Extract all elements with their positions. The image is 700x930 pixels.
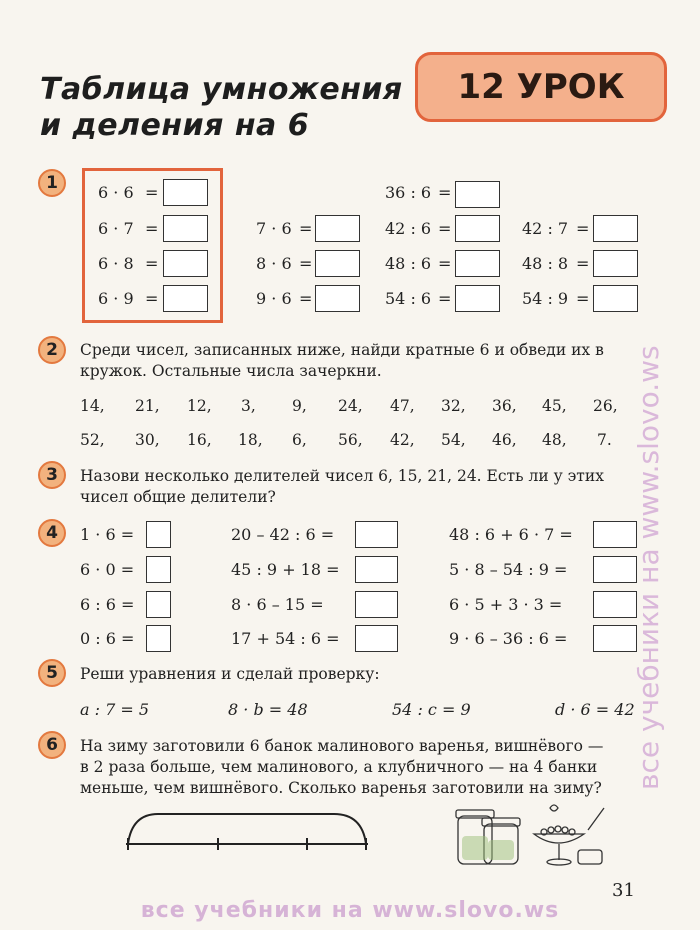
answer-box[interactable] xyxy=(315,285,360,312)
exercise-3-number: 3 xyxy=(38,461,66,489)
ex2-text-line-1: Среди чисел, записанных ниже, найди кратные 6 и обведи их в xyxy=(80,341,604,359)
ex1-expr: 9 · 6 xyxy=(256,289,292,308)
equals-sign: = xyxy=(576,254,590,273)
ex4-expr: 48 : 6 + 6 · 7 = xyxy=(449,525,573,544)
number-item[interactable]: 47, xyxy=(390,397,415,415)
number-item[interactable]: 7. xyxy=(597,431,612,449)
ex4-expr: 6 · 5 + 3 · 3 = xyxy=(449,595,563,614)
cup-icon xyxy=(578,850,602,864)
number-item[interactable]: 26, xyxy=(593,397,618,415)
answer-box[interactable] xyxy=(146,556,171,583)
number-item[interactable]: 24, xyxy=(338,397,363,415)
number-item[interactable]: 12, xyxy=(187,397,212,415)
ex4-expr: 6 : 6 = xyxy=(80,595,135,614)
ex3-text-line-1: Назови несколько делителей чисел 6, 15, 21, 24. Есть ли у этих xyxy=(80,467,604,485)
ex4-expr: 5 · 8 – 54 : 9 = xyxy=(449,560,568,579)
brace-arc xyxy=(128,814,366,844)
ex4-expr: 45 : 9 + 18 = xyxy=(231,560,340,579)
ex4-expr: 8 · 6 – 15 = xyxy=(231,595,324,614)
ex1-expr: 7 · 6 xyxy=(256,219,292,238)
ex4-expr: 0 : 6 = xyxy=(80,629,135,648)
answer-box[interactable] xyxy=(455,285,500,312)
ex1-expr: 6 · 6 xyxy=(98,183,134,202)
answer-box[interactable] xyxy=(593,625,637,652)
equals-sign: = xyxy=(438,183,452,202)
ex1-expr: 48 : 6 xyxy=(385,254,432,273)
equals-sign: = xyxy=(145,289,159,308)
exercise-4-number: 4 xyxy=(38,519,66,547)
equals-sign: = xyxy=(438,254,452,273)
ex1-expr: 36 : 6 xyxy=(385,183,432,202)
number-item[interactable]: 42, xyxy=(390,431,415,449)
bee-icon xyxy=(550,805,558,811)
exercise-2-number: 2 xyxy=(38,336,66,364)
lesson-badge: 12 УРОК xyxy=(415,52,667,122)
equals-sign: = xyxy=(438,289,452,308)
equals-sign: = xyxy=(576,289,590,308)
answer-box[interactable] xyxy=(163,215,208,242)
number-item[interactable]: 56, xyxy=(338,431,363,449)
ex3-text-line-2: чисел общие делители? xyxy=(80,488,276,506)
bowl-icon xyxy=(534,834,584,843)
number-item[interactable]: 30, xyxy=(135,431,160,449)
answer-box[interactable] xyxy=(355,521,398,548)
answer-box[interactable] xyxy=(355,591,398,618)
equation: 8 · b = 48 xyxy=(228,700,308,719)
ex1-expr: 8 · 6 xyxy=(256,254,292,273)
equals-sign: = xyxy=(145,219,159,238)
answer-box[interactable] xyxy=(593,521,637,548)
answer-box[interactable] xyxy=(163,250,208,277)
number-item[interactable]: 14, xyxy=(80,397,105,415)
answer-box[interactable] xyxy=(593,591,637,618)
ex1-expr: 6 · 7 xyxy=(98,219,134,238)
ex1-expr: 6 · 8 xyxy=(98,254,134,273)
number-item[interactable]: 36, xyxy=(492,397,517,415)
ex4-expr: 9 · 6 – 36 : 6 = xyxy=(449,629,568,648)
ex4-expr: 20 – 42 : 6 = xyxy=(231,525,335,544)
ex1-expr: 54 : 9 xyxy=(522,289,569,308)
ex4-expr: 1 · 6 = xyxy=(80,525,135,544)
answer-box[interactable] xyxy=(455,215,500,242)
answer-box[interactable] xyxy=(315,215,360,242)
title-line-1: Таблица умножения xyxy=(40,72,403,107)
number-item[interactable]: 48, xyxy=(542,431,567,449)
exercise-6-number: 6 xyxy=(38,731,66,759)
ex2-text-line-2: кружок. Остальные числа зачеркни. xyxy=(80,362,382,380)
ex6-text-line-1: На зиму заготовили 6 банок малинового варенья, вишнёвого — xyxy=(80,737,604,755)
number-item[interactable]: 45, xyxy=(542,397,567,415)
ex1-expr: 48 : 8 xyxy=(522,254,569,273)
equation: a : 7 = 5 xyxy=(80,700,150,719)
answer-box[interactable] xyxy=(455,181,500,208)
watermark-bottom: все учебники на www.slovo.ws xyxy=(140,898,560,923)
ex1-expr: 54 : 6 xyxy=(385,289,432,308)
exercise-5-number: 5 xyxy=(38,659,66,687)
equals-sign: = xyxy=(576,219,590,238)
answer-box[interactable] xyxy=(163,285,208,312)
answer-box[interactable] xyxy=(146,591,171,618)
equals-sign: = xyxy=(438,219,452,238)
ex4-expr: 6 · 0 = xyxy=(80,560,135,579)
lesson-title xyxy=(40,72,403,144)
ex5-text: Реши уравнения и сделай проверку: xyxy=(80,665,380,683)
equals-sign: = xyxy=(299,289,313,308)
equation: d · 6 = 42 xyxy=(555,700,635,719)
number-item[interactable]: 16, xyxy=(187,431,212,449)
answer-box[interactable] xyxy=(455,250,500,277)
exercise-1-number: 1 xyxy=(38,169,66,197)
equation: 54 : c = 9 xyxy=(392,700,471,719)
ex6-text-line-2: в 2 раза больше, чем малинового, а клубничного — на 4 банки xyxy=(80,758,598,776)
number-item[interactable]: 3, xyxy=(241,397,256,415)
answer-box[interactable] xyxy=(355,556,398,583)
number-item[interactable]: 52, xyxy=(80,431,105,449)
jam-jars-illustration xyxy=(438,800,618,870)
title-line-2: и деления на 6 xyxy=(40,108,310,143)
number-item[interactable]: 21, xyxy=(135,397,160,415)
ex4-expr: 17 + 54 : 6 = xyxy=(231,629,340,648)
equals-sign: = xyxy=(145,183,159,202)
number-item[interactable]: 32, xyxy=(441,397,466,415)
page-number: 31 xyxy=(612,880,635,901)
equals-sign: = xyxy=(299,254,313,273)
number-item[interactable]: 9, xyxy=(292,397,307,415)
ex1-expr: 42 : 6 xyxy=(385,219,432,238)
answer-box[interactable] xyxy=(593,556,637,583)
number-item[interactable]: 46, xyxy=(492,431,517,449)
answer-box[interactable] xyxy=(146,625,171,652)
segment-diagram xyxy=(118,808,378,852)
ex6-text-line-3: меньше, чем вишнёвого. Сколько варенья заготовили на зиму? xyxy=(80,779,602,797)
number-item[interactable]: 6, xyxy=(292,431,307,449)
answer-box[interactable] xyxy=(146,521,171,548)
equals-sign: = xyxy=(145,254,159,273)
answer-box[interactable] xyxy=(315,250,360,277)
ex1-expr: 42 : 7 xyxy=(522,219,569,238)
number-item[interactable]: 18, xyxy=(238,431,263,449)
answer-box[interactable] xyxy=(163,179,208,206)
answer-box[interactable] xyxy=(355,625,398,652)
ex1-expr: 6 · 9 xyxy=(98,289,134,308)
equals-sign: = xyxy=(299,219,313,238)
watermark-side: все учебники на www.slovo.ws xyxy=(632,345,665,790)
number-item[interactable]: 54, xyxy=(441,431,466,449)
